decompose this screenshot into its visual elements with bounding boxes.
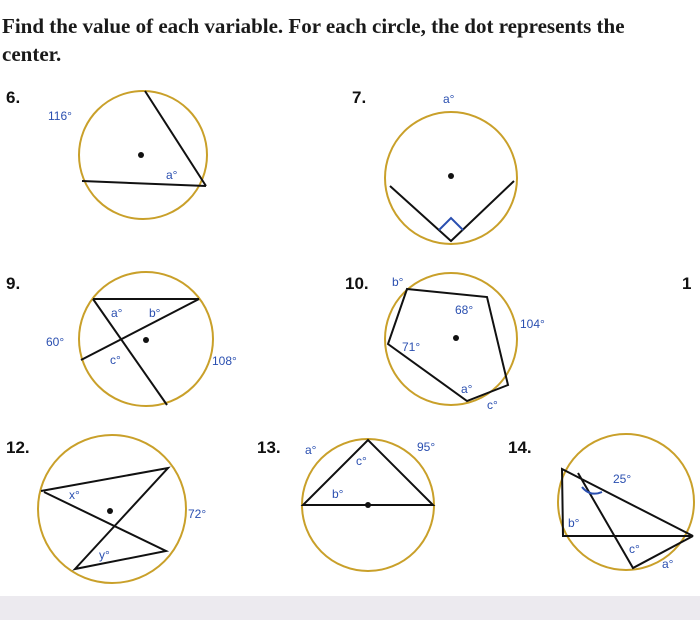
problem-10-center-dot — [453, 335, 459, 341]
problem-14-label-25: 25° — [613, 472, 632, 486]
problem-9-figure — [79, 272, 213, 406]
problem-9-label-c: c° — [110, 353, 121, 367]
problem-12-figure — [38, 435, 186, 583]
problem-10-label-c: c° — [487, 398, 498, 412]
problem-10-label-68: 68° — [455, 303, 474, 317]
problem-10-label-104: 104° — [520, 317, 545, 331]
problem-13-label-b: b° — [332, 487, 344, 501]
problem-9-label-108: 108° — [212, 354, 237, 368]
problem-13-triangle — [303, 440, 436, 505]
problem-10-figure — [385, 273, 517, 405]
problem-6-number: 6. — [6, 88, 21, 107]
problem-9-label-b: b° — [149, 306, 161, 320]
problem-13-label-95: 95° — [417, 440, 436, 454]
problem-9-label-a: a° — [111, 306, 123, 320]
problem-9-center-dot — [143, 337, 149, 343]
problem-12-number: 12. — [6, 438, 30, 457]
problem-7-number: 7. — [352, 88, 367, 107]
problem-14-number: 14. — [508, 438, 532, 457]
problem-13-figure — [302, 439, 434, 571]
problem-7-center-dot — [448, 173, 454, 179]
bottom-bar — [0, 596, 700, 620]
problem-6-center-dot — [138, 152, 144, 158]
problem-14-label-a: a° — [662, 557, 674, 571]
problem-9-number: 9. — [6, 274, 21, 293]
problem-9-label-60: 60° — [46, 335, 65, 349]
problem-14-figure — [558, 434, 694, 570]
instructions-text: Find the value of each variable. For each circle, the dot represents the center. — [2, 14, 625, 66]
problem-13-label-c: c° — [356, 454, 367, 468]
problem-7-label-a: a° — [443, 92, 455, 106]
problem-6-label-116: 116° — [48, 109, 72, 123]
problem-10-label-a: a° — [461, 382, 473, 396]
problem-7-chords — [390, 181, 514, 241]
problem-10-number: 10. — [345, 274, 369, 293]
problem-12-label-x: x° — [69, 488, 80, 502]
problem-13-number: 13. — [257, 438, 281, 457]
problem-10-label-71: 71° — [402, 340, 421, 354]
problem-6-figure — [79, 91, 207, 219]
problem-13-center-dot — [365, 502, 371, 508]
problem-12-center-dot — [107, 508, 113, 514]
problem-7-figure — [385, 112, 517, 244]
problem-12-label-72: 72° — [188, 507, 207, 521]
problem-10-label-b: b° — [392, 275, 404, 289]
problem-14-label-b: b° — [568, 516, 580, 530]
problem-9-chords — [81, 299, 199, 405]
problem-13-label-a: a° — [305, 443, 317, 457]
problem-6-chords — [82, 91, 206, 186]
problem-7-right-angle-mark — [439, 218, 463, 230]
cutoff-problem-number: 1 — [682, 274, 692, 293]
problem-6-label-a: a° — [166, 168, 178, 182]
problem-12-label-y: y° — [99, 548, 110, 562]
problem-14-label-c: c° — [629, 542, 640, 556]
